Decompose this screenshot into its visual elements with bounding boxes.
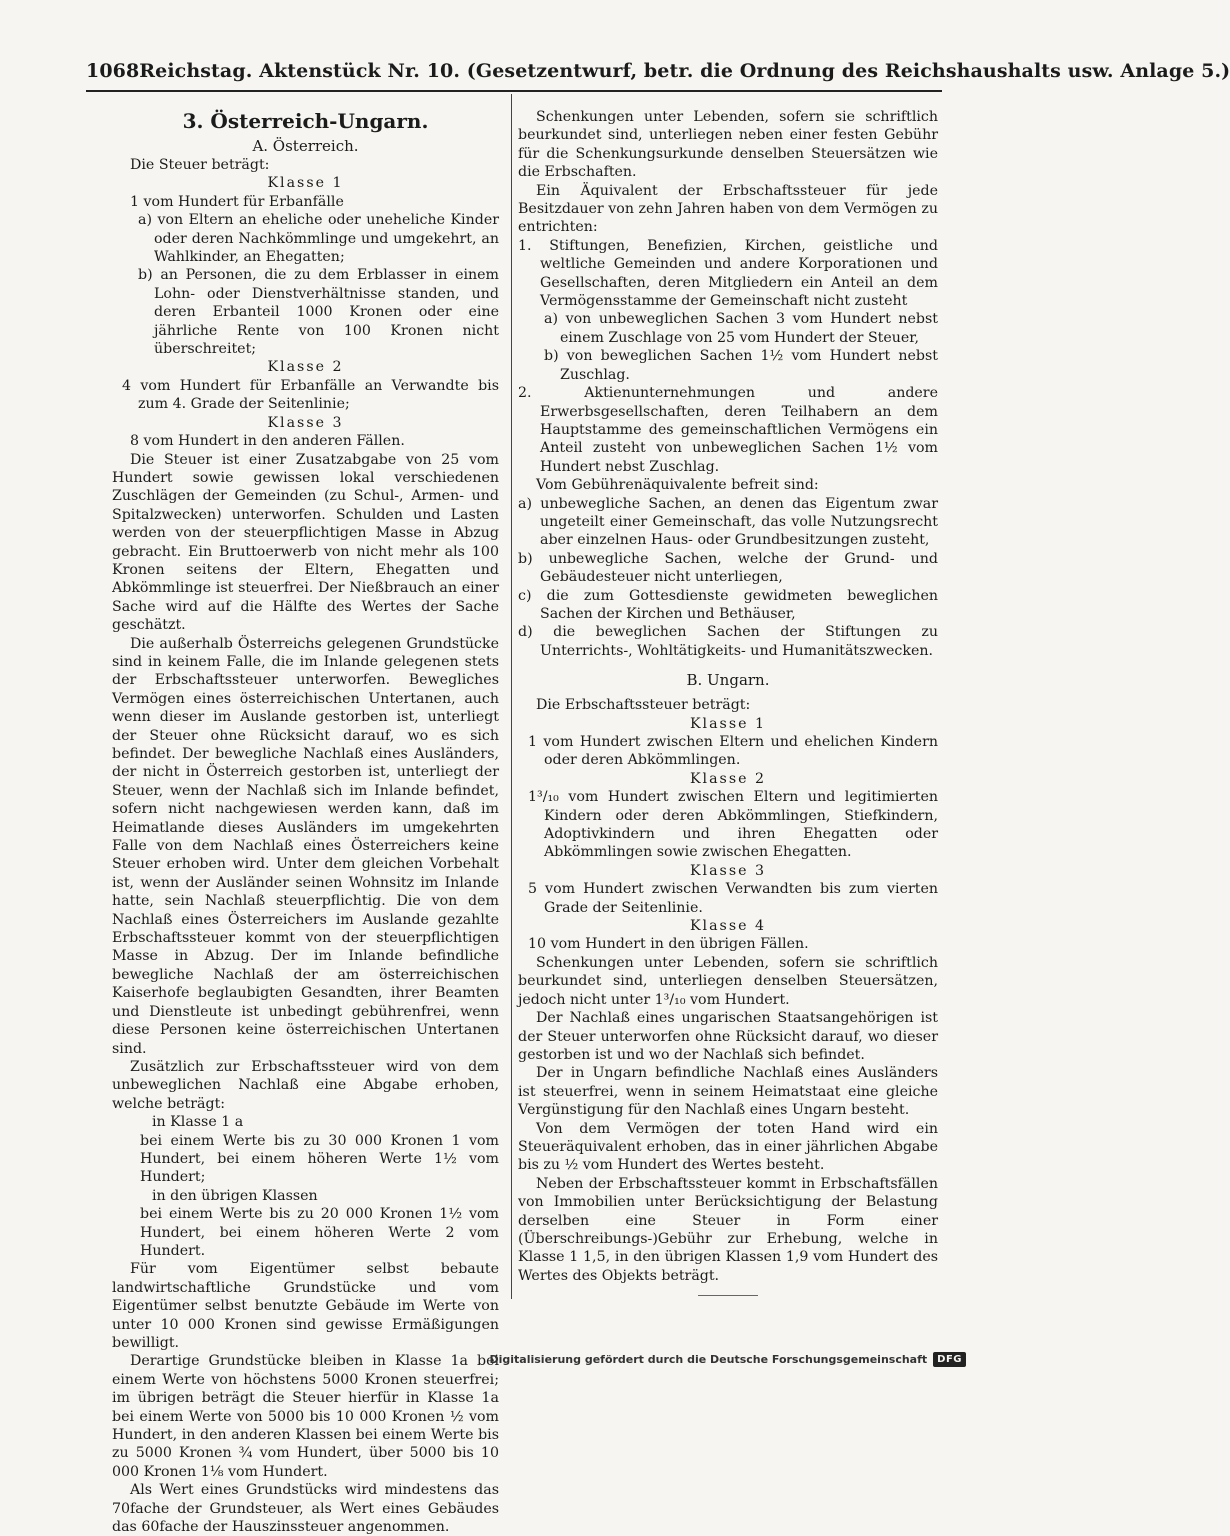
digitization-credit: [489, 1352, 966, 1367]
paragraph: Für vom Eigentümer selbst bebaute landwirtschaftliche Grundstücke und vom Eigentümer selbst benutzte Gebäude im Werte von unter 10 000 Kronen sind gewisse Ermäßigungen bewilligt.: [112, 1261, 499, 1351]
klasse-2-heading: Klasse 2: [689, 770, 767, 787]
klasse-3-heading: Klasse 3: [267, 414, 344, 431]
klasse-3-text: 5 vom Hundert zwischen Verwandten bis zum vierten Grade der Seitenlinie.: [528, 881, 938, 916]
left-column: [112, 108, 499, 1536]
right-column: [518, 108, 938, 1296]
end-rule: [698, 1295, 758, 1296]
list-item: c) die zum Gottesdienste gewidmeten beweglichen Sachen der Kirchen und Bethäuser,: [518, 587, 938, 622]
page-number: 1068: [86, 60, 140, 82]
paragraph: Als Wert eines Grundstücks wird mindestens das 70fache der Grundsteuer, als Wert eines Gebäudes das 60fache der Hauszinssteuer angenommen.: [112, 1482, 499, 1536]
running-title: Reichstag. Aktenstück Nr. 10. (Gesetzentwurf, betr. die Ordnung des Reichshaushalts usw. Anlage 5.): [139, 60, 1230, 82]
page-header: [86, 60, 1230, 82]
klasse-3-text: 8 vom Hundert in den anderen Fällen.: [130, 433, 405, 450]
list-item: d) die beweglichen Sachen der Stiftungen zu Unterrichts-, Wohltätigkeits- und Humanitätszwecken.: [518, 624, 938, 659]
paragraph: Der Nachlaß eines ungarischen Staatsangehörigen ist der Steuer unterworfen ohne Rücksicht darauf, wo dieser gestorben ist und wo der Nachlaß sich befindet.: [518, 1010, 938, 1063]
intro-text: Die Steuer beträgt:: [130, 157, 270, 173]
klasse-1-text: 1 vom Hundert zwischen Eltern und ehelichen Kindern oder deren Abkömmlingen.: [528, 734, 938, 769]
klasse-1-item-a: a) von Eltern an eheliche oder uneheliche Kinder oder deren Nachkömmlinge und umgekehrt, an Wahlkinder, an Ehegatten;: [138, 212, 499, 266]
paragraph: Ein Äquivalent der Erbschaftssteuer für jede Besitzdauer von zehn Jahren haben von dem Vermögen zu entrichten:: [518, 182, 938, 236]
paragraph: Von dem Vermögen der toten Hand wird ein Steueräquivalent erhoben, das in einer jährlichen Abgabe bis zu ½ vom Hundert des Wertes besteht.: [518, 1120, 938, 1174]
klasse-3-heading: Klasse 3: [689, 862, 767, 879]
klasse-1-item-b: b) an Personen, die zu dem Erblasser in einem Lohn- oder Dienstverhältnisse standen, und deren Erbanteil 1000 Kronen oder eine jährliche Rente von 100 Kronen nicht überschreitet;: [138, 267, 499, 358]
klasse-2-heading: Klasse 2: [267, 359, 344, 376]
paragraph: Schenkungen unter Lebenden, sofern sie schriftlich beurkundet sind, unterliegen denselben Steuersätzen, jedoch nicht unter 1³/₁₀ vom Hundert.: [518, 954, 938, 1008]
list-item: 2. Aktienunternehmungen und andere Erwerbsgesellschaften, deren Teilhabern an dem Hauptstamme des gemeinschaftlichen Vermögens ein Anteil zusteht von unbeweglichen Sachen 1½ vom Hundert nebst Zuschlag.: [518, 385, 938, 475]
rate-heading-other: in den übrigen Klassen: [152, 1187, 318, 1204]
list-item: 1. Stiftungen, Benefizien, Kirchen, geistliche und weltliche Gemeinden und andere Korporationen und Gesellschaften, deren Mitgliedern ein Anteil an dem Vermögensstamme der Gemeinschaft nicht zusteht: [518, 237, 938, 310]
rate-text-klasse-1a: bei einem Werte bis zu 30 000 Kronen 1 vom Hundert, bei einem höheren Werte 1½ vom Hundert;: [140, 1132, 499, 1186]
header-rule: [86, 90, 942, 92]
klasse-4-heading: Klasse 4: [689, 918, 767, 935]
list-item: a) unbewegliche Sachen, an denen das Eigentum zwar ungeteilt einer Gemeinschaft, das volle Nutzungsrecht aber einzelnen Haus- oder Grundbesitzungen zusteht,: [518, 495, 938, 549]
klasse-2-text: 1³/₁₀ vom Hundert zwischen Eltern und legitimierten Kindern oder deren Abkömmlingen, Stiefkindern, Adoptivkindern und ihren Ehegatten oder Abkömmlingen sowie zwischen Ehegatten.: [528, 789, 938, 861]
paragraph: Neben der Erbschaftssteuer kommt in Erbschaftsfällen von Immobilien unter Berücksichtigung der Belastung derselben eine Steuer in Form einer (Überschreibungs-)Gebühr zur Erhebung, welche in Klasse 1 1,5, in den übrigen Klassen 1,9 vom Hundert des Wertes des Objekts beträgt.: [518, 1175, 938, 1284]
paragraph: Vom Gebührenäquivalente befreit sind:: [536, 477, 819, 494]
intro-text: Die Erbschaftssteuer beträgt:: [536, 697, 751, 714]
column-divider: [511, 94, 512, 1299]
paragraph: Die außerhalb Österreichs gelegenen Grundstücke sind in keinem Falle, die im Inlande gelegenen stets der Erbschaftssteuer unterworfen. Bewegliches Vermögen eines österreichischen Untertanen, auch wenn dieser im Auslande gestorben ist, unterliegt der Steuer ohne Rücksicht darauf, wo es sich befindet. Der bewegliche Nachlaß eines Ausländers, der nicht in Österreich gestorben ist, unterliegt der Steuer, wenn der Nachlaß sich im Inlande befindet, sofern nicht nachgewiesen werden kann, daß im Heimatlande dieses Ausländers im umgekehrten Falle von dem Nachlaß eines Österreichers keine Steuer erhoben wird. Unter dem gleichen Vorbehalt ist, wenn der Ausländer seinen Wohnsitz im Inlande hatte, sein Nachlaß steuerpflichtig. Die von dem Nachlaß eines Österreichers im Auslande gezahlte Erbschaftssteuer kommt von der steuerpflichtigen Masse in Abzug. Der im Inlande befindliche bewegliche Nachlaß der am österreichischen Kaiserhofe beglaubigten Gesandten, ihrer Beamten und Dienstleute ist unbedingt gebührenfrei, wenn diese Personen keine österreichischen Untertanen sind.: [112, 635, 499, 1057]
list-subitem: a) von unbeweglichen Sachen 3 vom Hundert nebst einem Zuschlage von 25 vom Hundert der Steuer,: [544, 311, 938, 346]
section-title: 3. Österreich-Ungarn.: [182, 109, 429, 133]
paragraph: Schenkungen unter Lebenden, sofern sie schriftlich beurkundet sind, unterliegen neben einer festen Gebühr für die Schenkungsurkunde denselben Steuersätzen wie die Erbschaften.: [518, 109, 938, 181]
paragraph: Die Steuer ist einer Zusatzabgabe von 25 vom Hundert sowie gewissen lokal verschiedenen Zuschlägen der Gemeinden (zu Schul-, Armen- und Spitalzwecken) unterworfen. Schulden und Lasten werden von der steuerpflichtigen Masse in Abzug gebracht. Ein Bruttoerwerb von nicht mehr als 100 Kronen seitens der Eltern, Ehegatten und Abkömmlinge ist steuerfrei. Der Nießbrauch an einer Sache wird auf die Hälfte des Wertes der Sache geschätzt.: [112, 451, 499, 634]
paragraph: Derartige Grundstücke bleiben in Klasse 1a bei einem Werte von höchstens 5000 Kronen steuerfrei; im übrigen beträgt die Steuer hierfür in Klasse 1a bei einem Werte von 5000 bis 10 000 Kronen ½ vom Hundert, in den anderen Klassen bei einem Werte bis zu 5000 Kronen ¾ vom Hundert, über 5000 bis 10 000 Kronen 1⅛ vom Hundert.: [112, 1353, 499, 1480]
klasse-2-text: 4 vom Hundert für Erbanfälle an Verwandte bis zum 4. Grade der Seitenlinie;: [122, 377, 499, 413]
klasse-1-heading: Klasse 1: [267, 175, 344, 192]
klasse-1-text: 1 vom Hundert für Erbanfälle: [130, 193, 344, 210]
subsection-hungary: B. Ungarn.: [686, 671, 770, 690]
klasse-4-text: 10 vom Hundert in den übrigen Fällen.: [528, 936, 809, 953]
subsection-austria: A. Österreich.: [252, 137, 359, 155]
dfg-logo: DFG: [933, 1352, 966, 1367]
list-item: b) unbewegliche Sachen, welche der Grund- und Gebäudesteuer nicht unterliegen,: [518, 550, 938, 586]
rate-heading-klasse-1a: in Klasse 1 a: [152, 1114, 244, 1131]
paragraph: Zusätzlich zur Erbschaftssteuer wird von dem unbeweglichen Nachlaß eine Abgabe erhoben, welche beträgt:: [112, 1058, 499, 1112]
credit-text: Digitalisierung gefördert durch die Deutsche Forschungsgemeinschaft: [489, 1353, 928, 1366]
paragraph: Der in Ungarn befindliche Nachlaß eines Ausländers ist steuerfrei, wenn in seinem Heimatstaat eine gleiche Vergünstigung für den Nachlaß eines Ungarn besteht.: [518, 1065, 938, 1119]
list-subitem: b) von beweglichen Sachen 1½ vom Hundert nebst Zuschlag.: [544, 348, 938, 383]
klasse-1-heading: Klasse 1: [689, 715, 767, 732]
rate-text-other: bei einem Werte bis zu 20 000 Kronen 1½ vom Hundert, bei einem höheren Werte 2 vom Hundert.: [140, 1206, 499, 1259]
